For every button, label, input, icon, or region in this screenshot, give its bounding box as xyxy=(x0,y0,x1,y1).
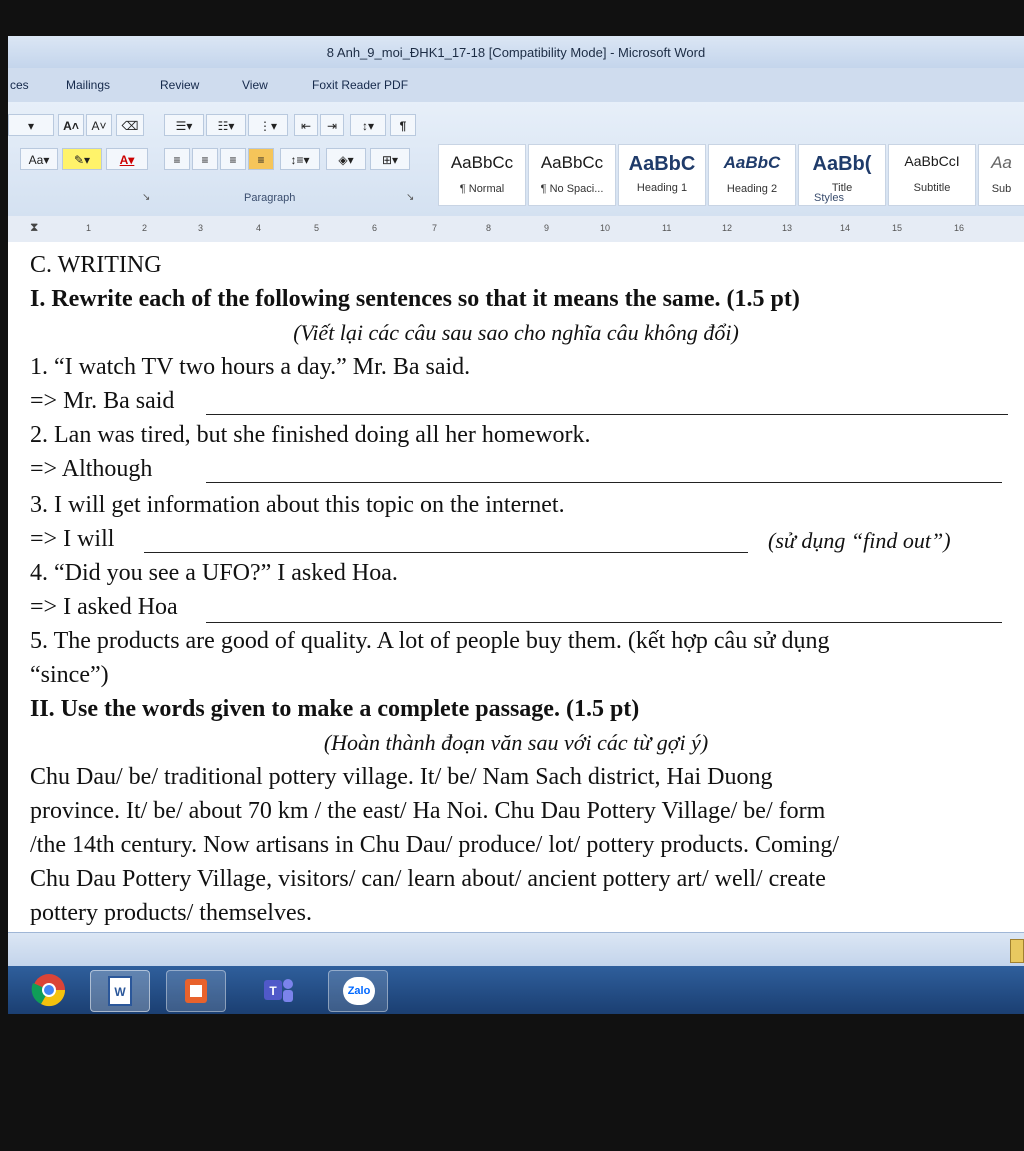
ruler-number: 16 xyxy=(954,223,965,233)
svg-text:W: W xyxy=(114,985,126,999)
justify-icon[interactable]: ≡ xyxy=(248,148,274,170)
styles-group-label: Styles xyxy=(814,192,844,204)
zalo-icon[interactable] xyxy=(328,970,388,1012)
taskbar xyxy=(8,966,1024,1014)
status-bar xyxy=(8,932,1024,967)
question-3-hint: (sử dụng “find out”) xyxy=(768,528,951,553)
passage-line: pottery products/ themselves. xyxy=(30,900,312,926)
section-heading: C. WRITING xyxy=(30,252,162,278)
teams-icon[interactable] xyxy=(246,970,304,1010)
borders-icon[interactable]: ⊞▾ xyxy=(370,148,410,170)
style-normal[interactable] xyxy=(438,144,526,206)
ruler-number: 12 xyxy=(722,223,733,233)
style-subtle-emphasis[interactable] xyxy=(978,144,1024,206)
question-1: 1. “I watch TV two hours a day.” Mr. Ba said. xyxy=(30,354,471,380)
ruler-number: 15 xyxy=(892,223,903,233)
style-sample: AaBbCc xyxy=(540,153,604,172)
ruler-number: 4 xyxy=(256,223,262,233)
style-name: Title xyxy=(831,182,853,194)
shading-icon[interactable]: ◈▾ xyxy=(326,148,366,170)
style-sample: AaBbCcI xyxy=(904,153,960,169)
word-icon[interactable] xyxy=(90,970,150,1012)
highlight-color-icon[interactable]: ✎▾ xyxy=(62,148,102,170)
style-no-spacing[interactable] xyxy=(528,144,616,206)
ribbon-tab-bar xyxy=(8,68,1024,102)
multilevel-list-icon[interactable]: ⋮▾ xyxy=(248,114,288,136)
sort-icon[interactable]: ↕▾ xyxy=(350,114,386,136)
ruler-number: 9 xyxy=(544,223,550,233)
style-name: Sub xyxy=(991,183,1012,195)
shrink-font-icon[interactable]: A˅ xyxy=(86,114,112,136)
foxit-reader-icon[interactable] xyxy=(166,970,226,1012)
zoom-slider-handle-icon[interactable] xyxy=(1010,939,1024,963)
tab-references[interactable]: ces xyxy=(10,78,29,92)
svg-text:T: T xyxy=(269,984,277,998)
answer-3-blank[interactable] xyxy=(144,552,748,553)
change-case-icon[interactable]: Aa▾ xyxy=(20,148,58,170)
show-formatting-marks-icon[interactable]: ¶ xyxy=(390,114,416,136)
ruler-number: 2 xyxy=(142,223,148,233)
question-5-line1: 5. The products are good of quality. A lot of people buy them. (kết hợp câu sử dụng xyxy=(30,628,830,654)
ruler-number: 3 xyxy=(198,223,204,233)
clear-formatting-icon[interactable]: ⌫ xyxy=(116,114,144,136)
passage-line: Chu Dau Pottery Village, visitors/ can/ learn about/ ancient pottery art/ well/ create xyxy=(30,866,826,892)
decrease-indent-icon[interactable]: ⇤ xyxy=(294,114,318,136)
document-page[interactable] xyxy=(8,242,1024,932)
chrome-icon[interactable] xyxy=(20,970,78,1010)
align-right-icon[interactable]: ≡ xyxy=(220,148,246,170)
style-sample: AaBbC xyxy=(723,153,781,172)
align-left-icon[interactable]: ≡ xyxy=(164,148,190,170)
style-name: Subtitle xyxy=(913,182,951,194)
passage-line: /the 14th century. Now artisans in Chu Dau/ produce/ lot/ pottery products. Coming/ xyxy=(30,832,839,858)
answer-3-prompt: => I will xyxy=(30,526,115,552)
ruler-number: 7 xyxy=(432,223,438,233)
tab-foxit-reader-pdf[interactable]: Foxit Reader PDF xyxy=(312,78,409,92)
horizontal-ruler[interactable] xyxy=(8,216,1024,243)
ruler-number: 14 xyxy=(840,223,851,233)
style-name: ¶ Normal xyxy=(459,183,505,195)
ruler-number: 1 xyxy=(86,223,92,233)
answer-1-prompt: => Mr. Ba said xyxy=(30,388,175,414)
passage-line: Chu Dau/ be/ traditional pottery village. It/ be/ Nam Sach district, Hai Duong xyxy=(30,764,773,790)
part1-heading: I. Rewrite each of the following sentences so that it means the same. (1.5 pt) xyxy=(30,286,800,312)
font-color-icon[interactable]: A▾ xyxy=(106,148,148,170)
answer-1-blank[interactable] xyxy=(206,414,1008,415)
title-bar xyxy=(8,36,1024,68)
style-sample: AaBbCc xyxy=(450,153,514,172)
font-size-dropdown[interactable]: ▾ xyxy=(8,114,54,136)
ruler-number: 13 xyxy=(782,223,793,233)
style-name: ¶ No Spaci... xyxy=(540,183,604,195)
font-dialog-launcher-icon[interactable]: ↘ xyxy=(142,192,151,203)
question-2: 2. Lan was tired, but she finished doing all her homework. xyxy=(30,422,591,448)
ruler-number: 11 xyxy=(662,223,672,233)
part2-heading: II. Use the words given to make a complete passage. (1.5 pt) xyxy=(30,696,640,722)
ruler-number: 10 xyxy=(600,223,611,233)
ruler-number: 5 xyxy=(314,223,320,233)
part2-instruction: (Hoàn thành đoạn văn sau với các từ gợi ý) xyxy=(323,730,709,755)
question-5-line2: “since”) xyxy=(30,662,109,688)
ruler-number: 6 xyxy=(372,223,378,233)
align-center-icon[interactable]: ≡ xyxy=(192,148,218,170)
style-heading-2[interactable] xyxy=(708,144,796,206)
style-sample: AaBbC xyxy=(628,153,696,175)
answer-2-blank[interactable] xyxy=(206,482,1002,483)
tab-review[interactable]: Review xyxy=(160,78,200,92)
answer-4-prompt: => I asked Hoa xyxy=(30,594,178,620)
paragraph-group-label: Paragraph xyxy=(244,192,296,204)
style-sample: AaBb( xyxy=(812,153,872,175)
paragraph-dialog-launcher-icon[interactable]: ↘ xyxy=(406,192,415,203)
answer-2-prompt: => Although xyxy=(30,456,153,482)
part1-instruction: (Viết lại các câu sau sao cho nghĩa câu không đổi) xyxy=(293,320,739,345)
question-3: 3. I will get information about this topic on the internet. xyxy=(30,492,565,518)
passage-line: province. It/ be/ about 70 km / the east/ Ha Noi. Chu Dau Pottery Village/ be/ form xyxy=(30,798,826,824)
style-subtitle[interactable] xyxy=(888,144,976,206)
tab-view[interactable]: View xyxy=(242,78,268,92)
style-sample: Aa xyxy=(991,153,1012,172)
style-name: Heading 1 xyxy=(636,182,688,194)
window-title: 8 Anh_9_moi_ĐHK1_17-18 [Compatibility Mode] - Microsoft Word xyxy=(326,45,706,60)
word-window xyxy=(8,36,1024,1014)
increase-indent-icon[interactable]: ⇥ xyxy=(320,114,344,136)
grow-font-icon[interactable]: A˄ xyxy=(58,114,84,136)
ruler-number: 8 xyxy=(486,223,492,233)
zalo-label: Zalo xyxy=(343,977,375,1005)
answer-4-blank[interactable] xyxy=(206,622,1002,623)
numbering-icon[interactable]: ☷▾ xyxy=(206,114,246,136)
tab-mailings[interactable]: Mailings xyxy=(66,78,111,92)
question-4: 4. “Did you see a UFO?” I asked Hoa. xyxy=(30,560,398,586)
style-name: Heading 2 xyxy=(726,183,778,195)
style-heading-1[interactable] xyxy=(618,144,706,206)
line-spacing-icon[interactable]: ↕≡▾ xyxy=(280,148,320,170)
indent-marker-icon[interactable]: ⧗ xyxy=(30,220,39,234)
ribbon xyxy=(8,102,1024,217)
bullets-icon[interactable]: ☰▾ xyxy=(164,114,204,136)
